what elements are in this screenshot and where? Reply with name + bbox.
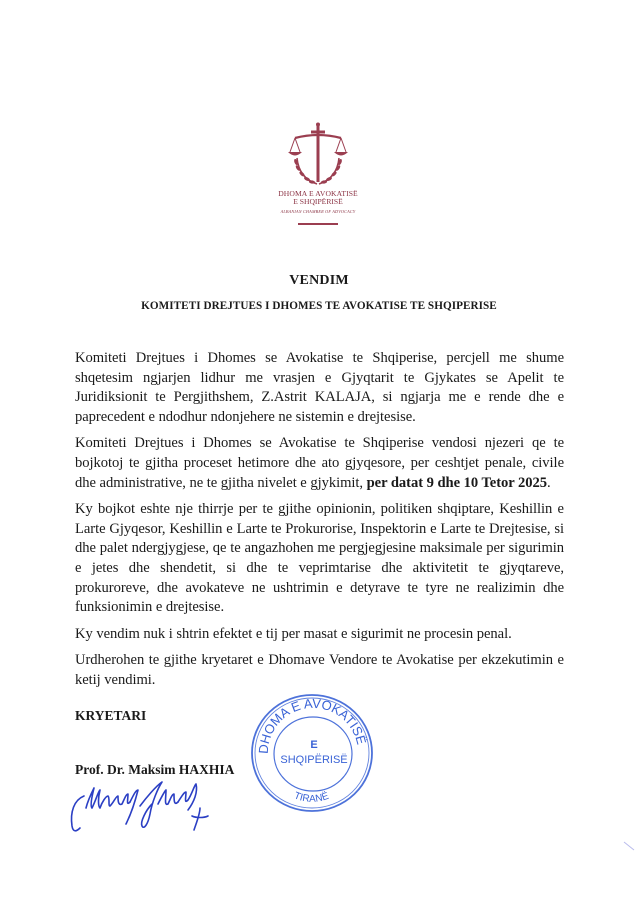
pen-mark (622, 840, 638, 852)
document-body (75, 349, 564, 698)
org-name-line1: DHOMA E AVOKATISË (278, 189, 358, 198)
paragraph-text: Ky bojkot eshte nje thirrje per te gjithe opinionin, politiken shqiptare, Keshillin e Larte Gjyqesor, Keshillin e Larte te Prokurorise, Inspektorin e Larte te Drejtesise, si dhe palet ndergjygjese, qe te angazhohen me pergjegjesine maksimale per sigurimin e jetes dhe shendetit, si dhe te veprimtarise dhe aktivitetit te gjyqtareve, prokuroreve, dhe avokateve ne ushtrimin e detyrave te tyre ne realizimin dhe funksionimin e drejtesise. (75, 501, 564, 616)
org-name-english: ALBANIAN CHAMBER OF ADVOCACY (280, 209, 356, 214)
official-stamp (246, 690, 378, 816)
paragraph-bold-dates: per datat 9 dhe 10 Tetor 2025 (366, 474, 548, 491)
paragraph-2 (75, 434, 564, 493)
paragraph-5 (75, 651, 564, 690)
letterhead-logo (262, 122, 374, 232)
org-name-line2: E SHQIPËRISË (293, 197, 343, 206)
letterhead-rule (298, 223, 338, 225)
paragraph-1 (75, 349, 564, 427)
paragraph-text: Komiteti Drejtues i Dhomes se Avokatise te Shqiperise vendosi njezeri qe te bojkotoj te gjitha proceset hetimore dhe ato gjyqesore, per ceshtjet penale, civile dhe administrative, ne te gjitha nivelet e gjykimit, (75, 435, 564, 491)
paragraph-text: Urdherohen te gjithe kryetaret e Dhomave Vendore te Avokatise per ekzekutimin e ketij vendimi. (75, 652, 564, 688)
handwritten-signature (66, 778, 226, 848)
sword-and-scales-icon (283, 122, 353, 188)
paragraph-4 (75, 625, 564, 645)
document-subtitle: KOMITETI DREJTUES I DHOMES TE AVOKATISE TE SHQIPERISE (141, 300, 497, 312)
signer-name: Prof. Dr. Maksim HAXHIA (75, 762, 235, 777)
stamp-top-arc: DHOMA E AVOKATISË (255, 695, 370, 755)
paragraph-3 (75, 500, 564, 618)
document-title: VENDIM (289, 273, 349, 288)
signer-role: KRYETARI (75, 708, 147, 723)
paragraph-text-end: . (547, 474, 551, 491)
stamp-center-line2: SHQIPËRISË (280, 754, 348, 766)
paragraph-text: Komiteti Drejtues i Dhomes se Avokatise te Shqiperise, percjell me shume shqetesim ngjarjen lidhur me vrasjen e Gjyqtarit te Gjykates se Apelit te Juridiksionit te Pergjithshem, Z.Astrit KALAJA, si ngjarja me e rende dhe e paprecedent e ndodhur ndonjehere ne sistemin e drejtesise. (75, 350, 564, 425)
paragraph-text: Ky vendim nuk i shtrin efektet e tij per masat e sigurimit ne procesin penal. (75, 625, 512, 642)
stamp-bottom-arc: TIRANË (292, 790, 331, 805)
stamp-center-line1: E (310, 739, 318, 751)
